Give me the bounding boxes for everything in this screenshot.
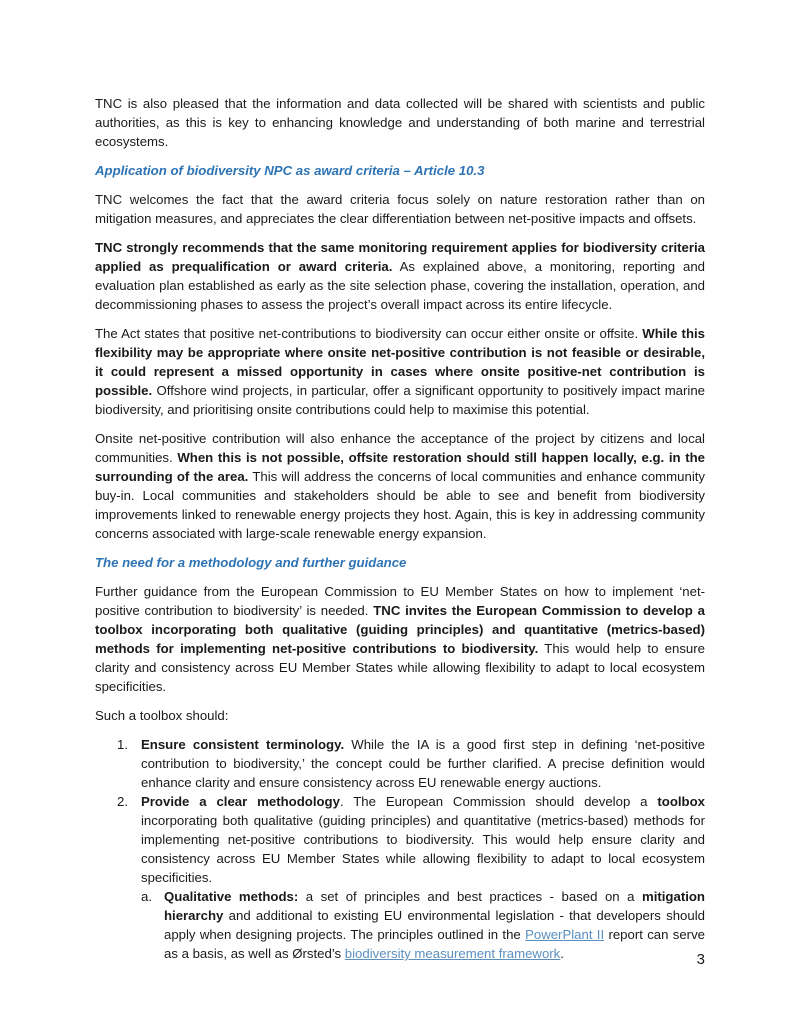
guidance-rest: This would help to ensure clarity and consistency across EU Member States while allowing flexibility to adapt to local ecosystem specificities. xyxy=(95,641,705,694)
list-item-title: Provide a clear methodology xyxy=(141,794,340,809)
onsite-offsite-rest: Offshore wind projects, in particular, offer a significant opportunity to positively impact marine biodiversity, and prioritising onsite contributions could help to maximise this potential. xyxy=(95,383,705,417)
list-number: 1. xyxy=(117,737,128,752)
list-item-text: While the IA is a good first step in defining ‘net-positive contribution to biodiversity,’ the concept could be further clarified. A precise definition would enhance clarity and ensure consistency across EU renewable energy auctions. xyxy=(141,737,705,790)
page-number: 3 xyxy=(696,951,705,968)
acceptance-intro: Onsite net-positive contribution will also enhance the acceptance of the project by citizens and local communities. xyxy=(95,431,705,465)
list-item-title: Ensure consistent terminology. xyxy=(141,737,345,752)
list-item-text: . The European Commission should develop a xyxy=(339,794,658,809)
guidance-intro: Further guidance from the European Commission to EU Member States on how to implement ‘net-positive contribution to biodiversity’ is needed. xyxy=(95,584,705,618)
monitoring-paragraph xyxy=(95,238,705,314)
biodiversity-framework-link[interactable]: biodiversity measurement framework xyxy=(344,946,561,961)
sub-list xyxy=(141,887,705,963)
acceptance-rest: This will address the concerns of local communities and enhance community buy-in. Local communities and stakeholders should be able to see and benefit from biodiversity improvements linked to renewable energy projects they host. Again, this is key in addressing community concerns associated with large-scale renewable energy expansion. xyxy=(95,469,706,541)
list-item-emphasis: toolbox xyxy=(657,794,705,809)
guidance-paragraph xyxy=(95,582,705,696)
list-item xyxy=(95,792,705,963)
onsite-offsite-emphasis: While this flexibility may be appropriate where onsite net-positive contribution is not feasible or desirable, it could represent a missed opportunity in cases where onsite positive-net contribution is possible. xyxy=(95,326,706,398)
toolbox-lead: Such a toolbox should: xyxy=(95,708,229,723)
sub-item-text: report can serve as a basis, as well as Ørsted’s xyxy=(164,927,706,961)
acceptance-paragraph xyxy=(95,429,705,543)
sub-item-text: a set of principles and best practices - based on a xyxy=(298,889,642,904)
sub-item-text: and additional to existing EU environmental legislation - that developers should apply when designing projects. The principles outlined in the xyxy=(164,908,705,942)
list-item xyxy=(95,735,705,792)
guidance-emphasis: TNC invites the European Commission to develop a toolbox incorporating both qualitative (guiding principles) and quantitative (metrics-based) methods for implementing net-positive contributions to biodiversity. xyxy=(95,603,705,656)
sub-item-title: Qualitative methods: xyxy=(164,889,299,904)
intro-paragraph: TNC is also pleased that the information and data collected will be shared with scientists and public authorities, as this is key to enhancing knowledge and understanding of both marine and terrestrial ecosystems. xyxy=(95,96,705,149)
list-item-text: incorporating both qualitative (guiding principles) and quantitative (metrics-based) methods for implementing net-positive contributions to biodiversity. This would help ensure clarity and consistency across EU Member States while allowing flexibility to adapt to local ecosystem specificities. xyxy=(141,813,705,885)
toolbox-list xyxy=(95,735,705,963)
monitoring-recommendation: TNC strongly recommends that the same monitoring requirement applies for biodiversity criteria applied as prequalification or award criteria. xyxy=(95,240,705,274)
sub-item-emphasis: mitigation hierarchy xyxy=(164,889,705,923)
sub-list-letter: a. xyxy=(141,889,152,904)
welcome-paragraph: TNC welcomes the fact that the award criteria focus solely on nature restoration rather than on mitigation measures, and appreciates the clear differentiation between net-positive impacts and offsets. xyxy=(95,192,705,226)
onsite-offsite-paragraph xyxy=(95,324,705,419)
section-heading-award-criteria: Application of biodiversity NPC as award criteria – Article 10.3 xyxy=(95,163,485,178)
list-number: 2. xyxy=(117,794,128,809)
sub-list-item xyxy=(141,887,705,963)
sub-item-text: . xyxy=(560,946,564,961)
powerplant-link[interactable]: PowerPlant II xyxy=(525,927,605,942)
monitoring-explanation: As explained above, a monitoring, reporting and evaluation plan established as early as the site selection phase, covering the installation, operation, and decommissioning phases to assess the project’s overall impact across its entire lifecycle. xyxy=(95,259,705,312)
acceptance-emphasis: When this is not possible, offsite restoration should still happen locally, e.g. in the surrounding of the area. xyxy=(95,450,705,484)
onsite-offsite-intro: The Act states that positive net-contributions to biodiversity can occur either onsite or offsite. xyxy=(95,326,643,341)
section-heading-methodology: The need for a methodology and further guidance xyxy=(95,555,407,570)
